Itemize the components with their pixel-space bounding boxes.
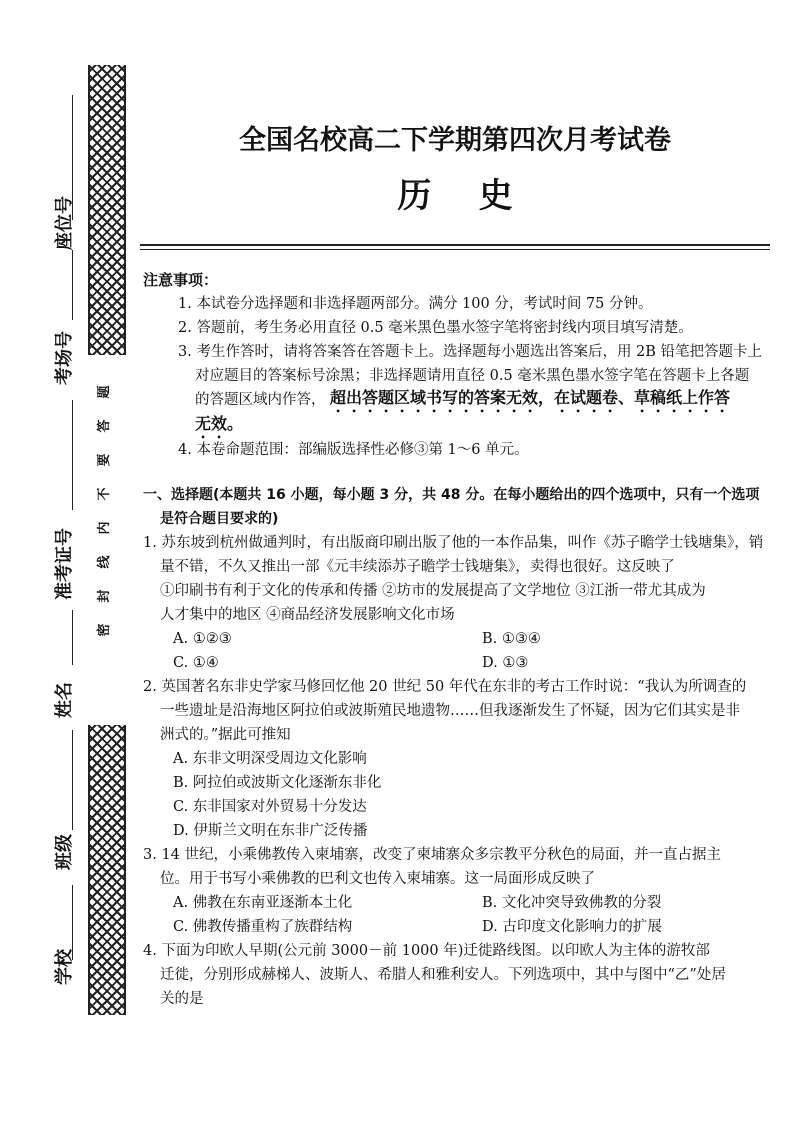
option-b[interactable]: B. ①③④ (482, 631, 541, 647)
name-line[interactable] (72, 610, 73, 665)
question-text: ①印刷书有利于文化的传承和传播 ②坊市的发展提高了文学地位 ③江浙一带尤其成为 (160, 583, 706, 599)
seal-char: 密 (97, 623, 112, 637)
option-c[interactable]: C. 佛教传播重构了族群结构 (173, 919, 353, 935)
seal-pattern-top (88, 65, 126, 355)
notice-heading: 注意事项： (143, 271, 219, 289)
header-rule (140, 244, 770, 246)
option-a[interactable]: A. 佛教在东南亚逐渐本土化 (173, 895, 353, 911)
notice-item: 1. 本试卷分选择题和非选择题两部分。满分 100 分，考试时间 75 分钟。 (178, 296, 653, 312)
notice-item: 3. 考生作答时，请将答案答在答题卡上。选择题每小题选出答案后，用 2B 铅笔把答题卡上 (178, 344, 763, 360)
notice-item: 2. 答题前，考生务必用直径 0.5 毫米黑色墨水签字笔将密封线内项目填写清楚。 (178, 320, 693, 336)
notice-emphasis: 超出答题区域书写的答案无效，在试题卷、草稿纸上作答 (330, 388, 731, 407)
seal-char: 内 (97, 521, 112, 535)
question-text: 位。用于书写小乘佛教的巴利文也传入柬埔寨。这一局面形成反映了 (160, 871, 595, 887)
seal-char: 不 (97, 487, 112, 501)
seal-char: 题 (97, 385, 112, 399)
option-d[interactable]: D. 伊斯兰文明在东非广泛传播 (173, 823, 368, 839)
option-d[interactable]: D. ①③ (482, 655, 529, 671)
class-label: 班级 (54, 834, 75, 870)
section-heading: 一、选择题(本题共 16 小题，每小题 3 分，共 48 分。在每小题给出的四个选项中，只有一个选项 (143, 487, 760, 503)
question-text: 2. 英国著名东非史学家马修回忆他 20 世纪 50 年代在东非的考古工作时说：“我认为所调查的 (143, 679, 747, 695)
question-text: 洲式的。”据此可推知 (160, 727, 291, 743)
seal-notice (92, 375, 118, 715)
question-text: 迁徙，分别形成赫梯人、波斯人、希腊人和雅利安人。下列选项中，其中与图中“乙”处居 (160, 967, 726, 983)
seal-pattern-bottom (88, 725, 126, 1015)
seal-char: 答 (97, 419, 112, 433)
question-text: 1. 苏东坡到杭州做通判时，有出版商印刷出版了他的一本作品集，叫作《苏子瞻学士钱塘集》，销 (143, 535, 764, 551)
header-rule-thin (140, 249, 770, 250)
question-text: 3. 14 世纪，小乘佛教传入柬埔寨，改变了柬埔寨众多宗教平分秋色的局面，并一直占据主 (143, 847, 721, 863)
notice-emphasis: 无效。 (195, 414, 244, 433)
name-label: 姓名 (54, 682, 75, 718)
option-a[interactable]: A. 东非文明深受周边文化影响 (173, 751, 367, 767)
option-d[interactable]: D. 古印度文化影响力的扩展 (482, 919, 662, 935)
seal-char: 线 (97, 555, 112, 569)
question-text: 4. 下面为印欧人早期(公元前 3000－前 1000 年)迁徙路线图。以印欧人为主体的游牧部 (143, 943, 710, 959)
option-b[interactable]: B. 阿拉伯或波斯文化逐渐东非化 (173, 775, 382, 791)
question-text: 量不错，不久又推出一部《元丰续添苏子瞻学士钱塘集》，卖得也很好。这反映了 (160, 559, 675, 575)
seal-char: 封 (97, 589, 112, 603)
school-label: 学校 (54, 949, 75, 985)
question-text: 关的是 (160, 991, 204, 1007)
seat-label: 座位号 (54, 196, 75, 250)
admission-line[interactable] (72, 400, 73, 510)
admission-label: 准考证号 (54, 528, 75, 600)
option-a[interactable]: A. ①②③ (173, 631, 232, 647)
section-heading: 是符合题目要求的) (160, 511, 279, 527)
seal-char: 要 (97, 453, 112, 467)
exam-room-label: 考场号 (54, 331, 75, 385)
exam-title: 全国名校高二下学期第四次月考试卷 (239, 125, 671, 156)
notice-item: 4. 本卷命题范围：部编版选择性必修③第 1～6 单元。 (178, 442, 529, 458)
option-c[interactable]: C. ①④ (173, 655, 219, 671)
question-text: 人才集中的地区 ④商品经济发展影响文化市场 (160, 607, 455, 623)
option-b[interactable]: B. 文化冲突导致佛教的分裂 (482, 895, 662, 911)
question-text: 一些遗址是沿海地区阿拉伯或波斯殖民地遗物……但我逐渐发生了怀疑，因为它们其实是非 (160, 703, 740, 719)
subject-title: 历 史 (397, 176, 513, 216)
option-c[interactable]: C. 东非国家对外贸易十分发达 (173, 799, 367, 815)
exam-room-line[interactable] (72, 250, 73, 320)
class-line[interactable] (72, 730, 73, 830)
notice-item: 的答题区域内作答， (195, 392, 326, 408)
notice-item: 对应题目的答案标号涂黑；非选择题请用直径 0.5 毫米黑色墨水签字笔在答题卡上各题 (195, 368, 750, 384)
